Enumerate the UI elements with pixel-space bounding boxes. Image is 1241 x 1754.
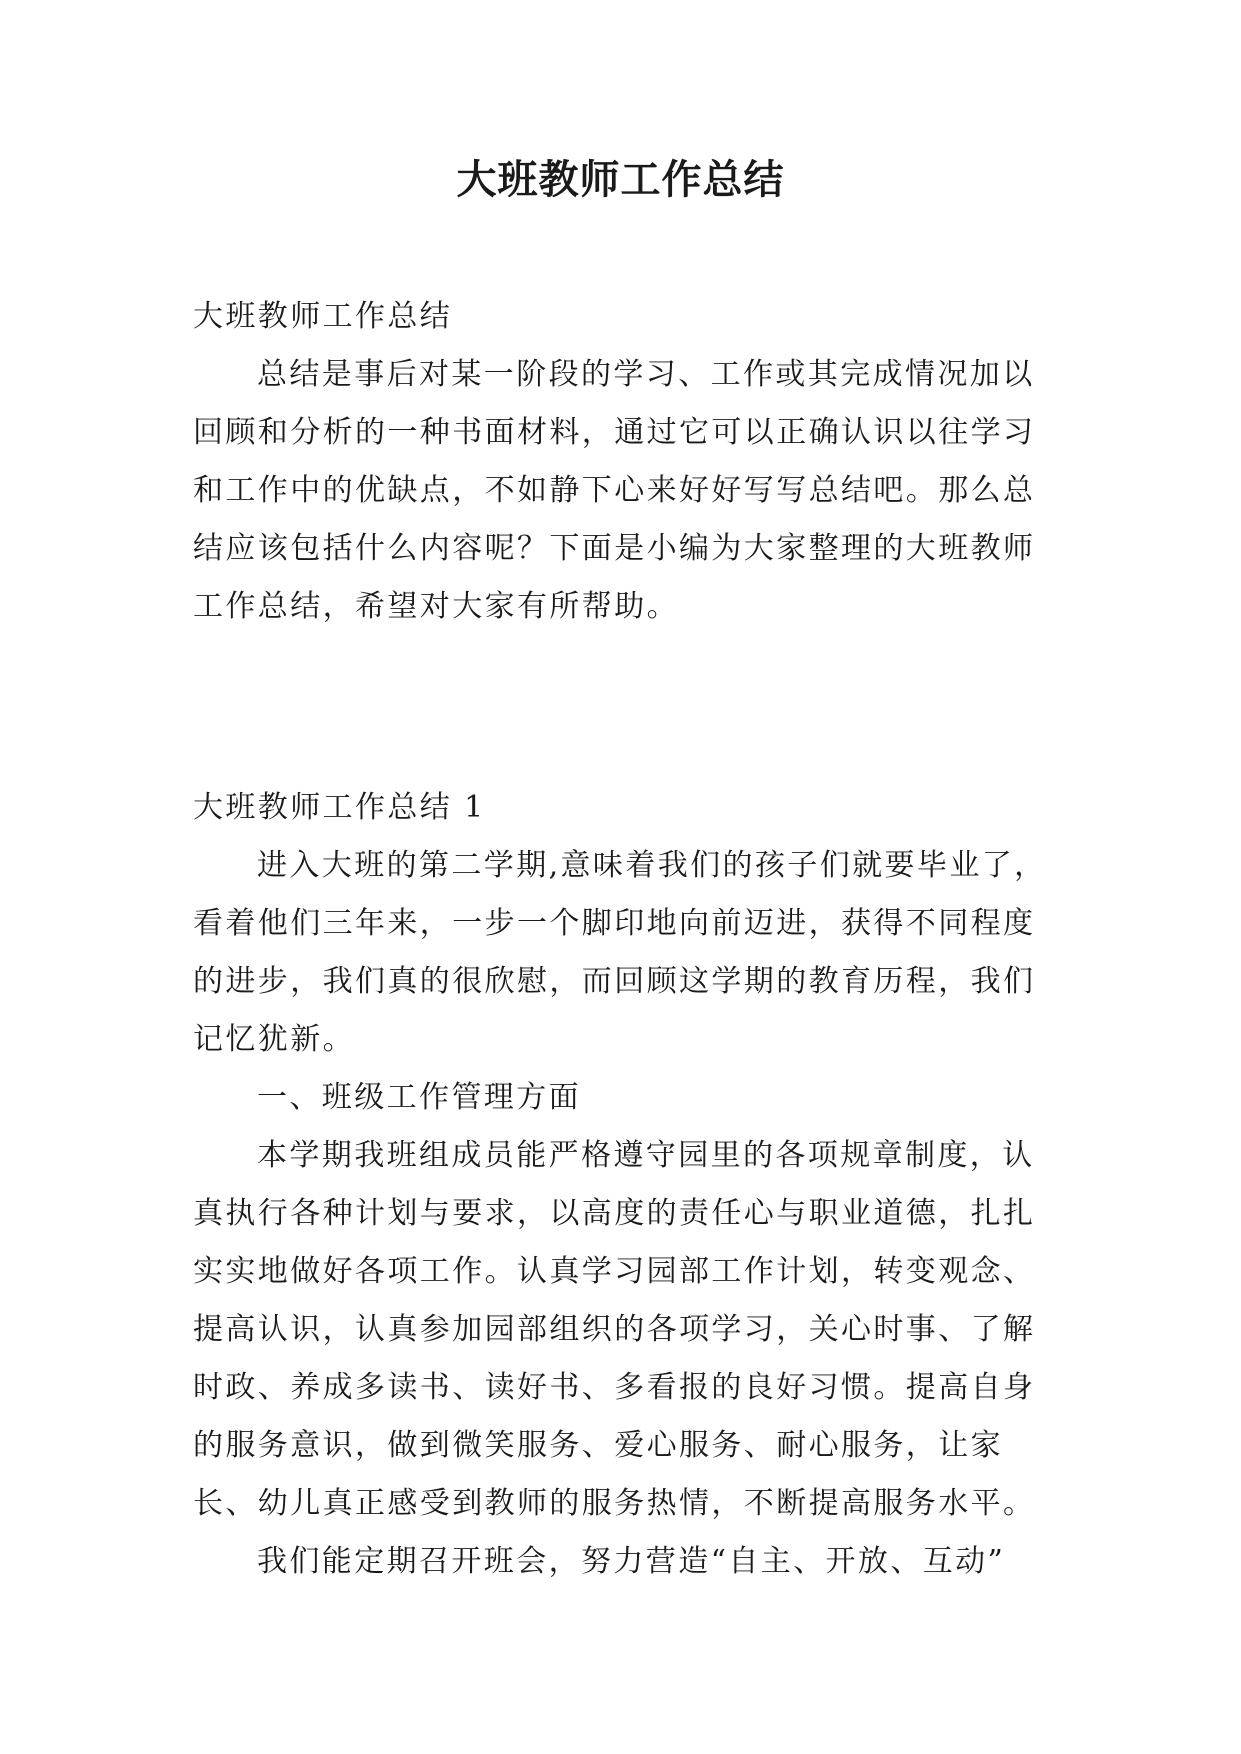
section-heading: 大班教师工作总结 1 <box>193 790 486 825</box>
subheading: 一、班级工作管理方面 <box>257 1080 581 1115</box>
body-paragraph: 进入大班的第二学期,意味着我们的孩子们就要毕业了，看着他们三年来，一步一个脚印地向前迈进，获得不同程度的进步，我们真的很欣慰，而回顾这学期的教育历程，我们记忆犹新。 <box>193 848 1047 1057</box>
body-paragraph: 我们能定期召开班会，努力营造“自主、开放、互动” <box>257 1544 1006 1579</box>
document-subtitle: 大班教师工作总结 <box>193 299 453 334</box>
document-body <box>193 288 1063 1591</box>
section-spacer <box>193 636 1063 779</box>
body-paragraph: 本学期我班组成员能严格遵守园里的各项规章制度，认真执行各种计划与要求，以高度的责任心与职业道德，扎扎实实地做好各项工作。认真学习园部工作计划，转变观念、提高认识，认真参加园部组织的各项学习，关心时事、了解时政、养成多读书、读好书、多看报的良好习惯。提高自身的服务意识，做到微笑服务、爱心服务、耐心服务，让家长、幼儿真正感受到教师的服务热情，不断提高服务水平。 <box>193 1138 1036 1521</box>
intro-paragraph: 总结是事后对某一阶段的学习、工作或其完成情况加以回顾和分析的一种书面材料，通过它可以正确认识以往学习和工作中的优缺点，不如静下心来好好写写总结吧。那么总结应该包括什么内容呢？下面是小编为大家整理的大班教师工作总结，希望对大家有所帮助。 <box>193 357 1036 624</box>
document-title: 大班教师工作总结 <box>456 156 785 203</box>
